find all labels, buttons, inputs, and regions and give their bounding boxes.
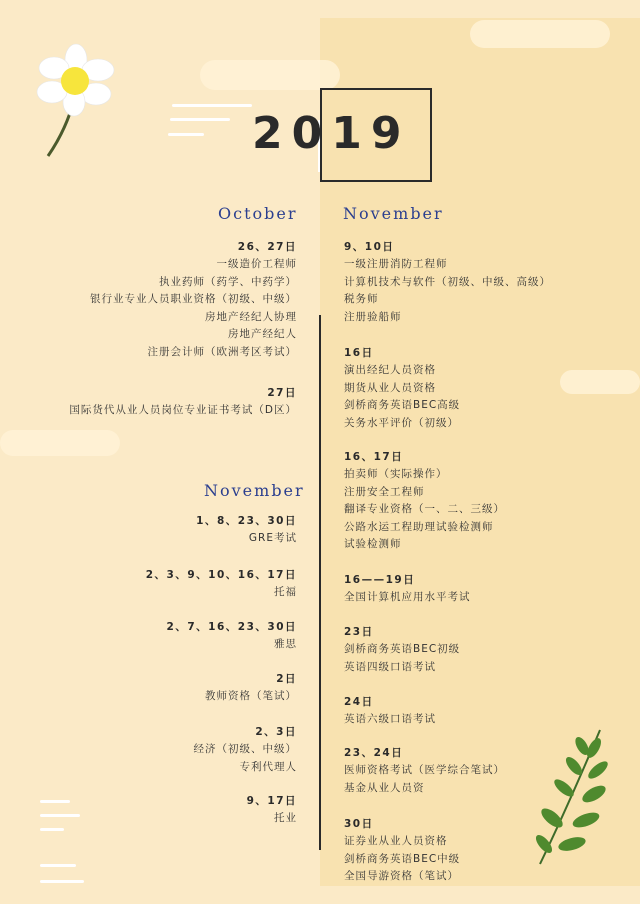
- schedule-group: [344, 623, 460, 676]
- exam-date: 27日: [267, 387, 297, 399]
- exam-name: 托业: [274, 812, 297, 824]
- schedule-group: [344, 815, 460, 886]
- exam-date: 30日: [344, 818, 374, 830]
- exam-name: 税务师: [344, 293, 379, 305]
- exam-name: 翻译专业资格（一、二、三级）: [344, 503, 505, 515]
- exam-date: 9、17日: [246, 795, 297, 807]
- november-heading-left: November: [204, 481, 305, 500]
- exam-name: 剑桥商务英语BEC中级: [344, 852, 461, 865]
- exam-name: 英语四级口语考试: [344, 660, 436, 673]
- exam-name: 试验检测师: [344, 538, 402, 550]
- schedule-group: [194, 723, 298, 776]
- exam-name: 剑桥商务英语BEC高级: [344, 399, 461, 411]
- exam-date: 9、10日: [344, 241, 395, 253]
- exam-date: 16——19日: [344, 574, 416, 586]
- exam-name: 专利代理人: [239, 760, 297, 773]
- exam-date: 16日: [344, 347, 374, 359]
- exam-name: 注册验船师: [344, 310, 402, 323]
- exam-name: GRE考试: [248, 532, 297, 544]
- exam-name: 关务水平评价（初级）: [344, 416, 459, 429]
- exam-date: 24日: [344, 696, 374, 708]
- exam-name: 房地产经纪人协理: [205, 310, 297, 323]
- exam-name: 拍卖师（实际操作）: [344, 468, 448, 480]
- exam-name: 基金从业人员资: [344, 781, 425, 794]
- exam-date: 2、3、9、10、16、17日: [145, 569, 297, 581]
- exam-name: 医师资格考试（医学综合笔试）: [344, 764, 505, 776]
- exam-name: 托福: [274, 586, 297, 598]
- exam-name: 注册安全工程师: [344, 485, 425, 498]
- center-divider: [319, 315, 321, 850]
- schedule-group: [90, 238, 297, 361]
- exam-name: 国际货代从业人员岗位专业证书考试（D区）: [69, 404, 297, 416]
- left-column: [0, 0, 297, 904]
- right-column: [344, 0, 624, 904]
- exam-name: 执业药师（药学、中药学）: [159, 275, 297, 288]
- schedule-group: [344, 344, 460, 432]
- exam-name: 银行业专业人员职业资格（初级、中级）: [90, 293, 297, 305]
- exam-name: 教师资格（笔试）: [205, 690, 297, 702]
- exam-date: 1、8、23、30日: [196, 515, 297, 527]
- schedule-group: [69, 384, 297, 420]
- exam-name: 全国计算机应用水平考试: [344, 591, 471, 603]
- exam-name: 公路水运工程助理试验检测师: [344, 520, 494, 533]
- year-title: 2019: [252, 108, 411, 159]
- exam-date: 2日: [276, 673, 297, 685]
- exam-name: 一级造价工程师: [216, 258, 297, 270]
- exam-name: 注册会计师（欧洲考区考试）: [147, 345, 297, 358]
- exam-name: 剑桥商务英语BEC初级: [344, 643, 461, 655]
- exam-name: 期货从业人员资格: [344, 381, 436, 394]
- exam-name: 证券业从业人员资格: [344, 835, 448, 847]
- exam-date: 23、24日: [344, 747, 404, 759]
- schedule-group: [146, 566, 297, 602]
- schedule-group: [196, 512, 297, 548]
- schedule-group: [344, 448, 505, 554]
- exam-name: 演出经纪人员资格: [344, 364, 436, 376]
- exam-name: 经济（初级、中级）: [193, 743, 297, 755]
- exam-name: 计算机技术与软件（初级、中级、高级）: [344, 275, 551, 288]
- november-heading-right: November: [343, 204, 444, 223]
- october-heading: October: [218, 204, 298, 223]
- exam-date: 26、27日: [237, 241, 297, 253]
- schedule-group: [247, 792, 297, 828]
- exam-name: 房地产经纪人: [228, 328, 297, 340]
- exam-name: 一级注册消防工程师: [344, 258, 448, 270]
- schedule-group: [344, 744, 505, 797]
- exam-date: 23日: [344, 626, 374, 638]
- schedule-group: [344, 571, 471, 607]
- schedule-group: [167, 618, 297, 654]
- schedule-group: [344, 238, 551, 326]
- exam-name: 全国导游资格（笔试）: [344, 870, 459, 882]
- schedule-group: [344, 693, 436, 729]
- exam-date: 16、17日: [344, 451, 404, 463]
- exam-name: 英语六级口语考试: [344, 713, 436, 725]
- exam-date: 2、3日: [255, 726, 297, 738]
- schedule-group: [205, 670, 297, 706]
- exam-name: 雅思: [274, 638, 297, 650]
- exam-date: 2、7、16、23、30日: [166, 621, 297, 633]
